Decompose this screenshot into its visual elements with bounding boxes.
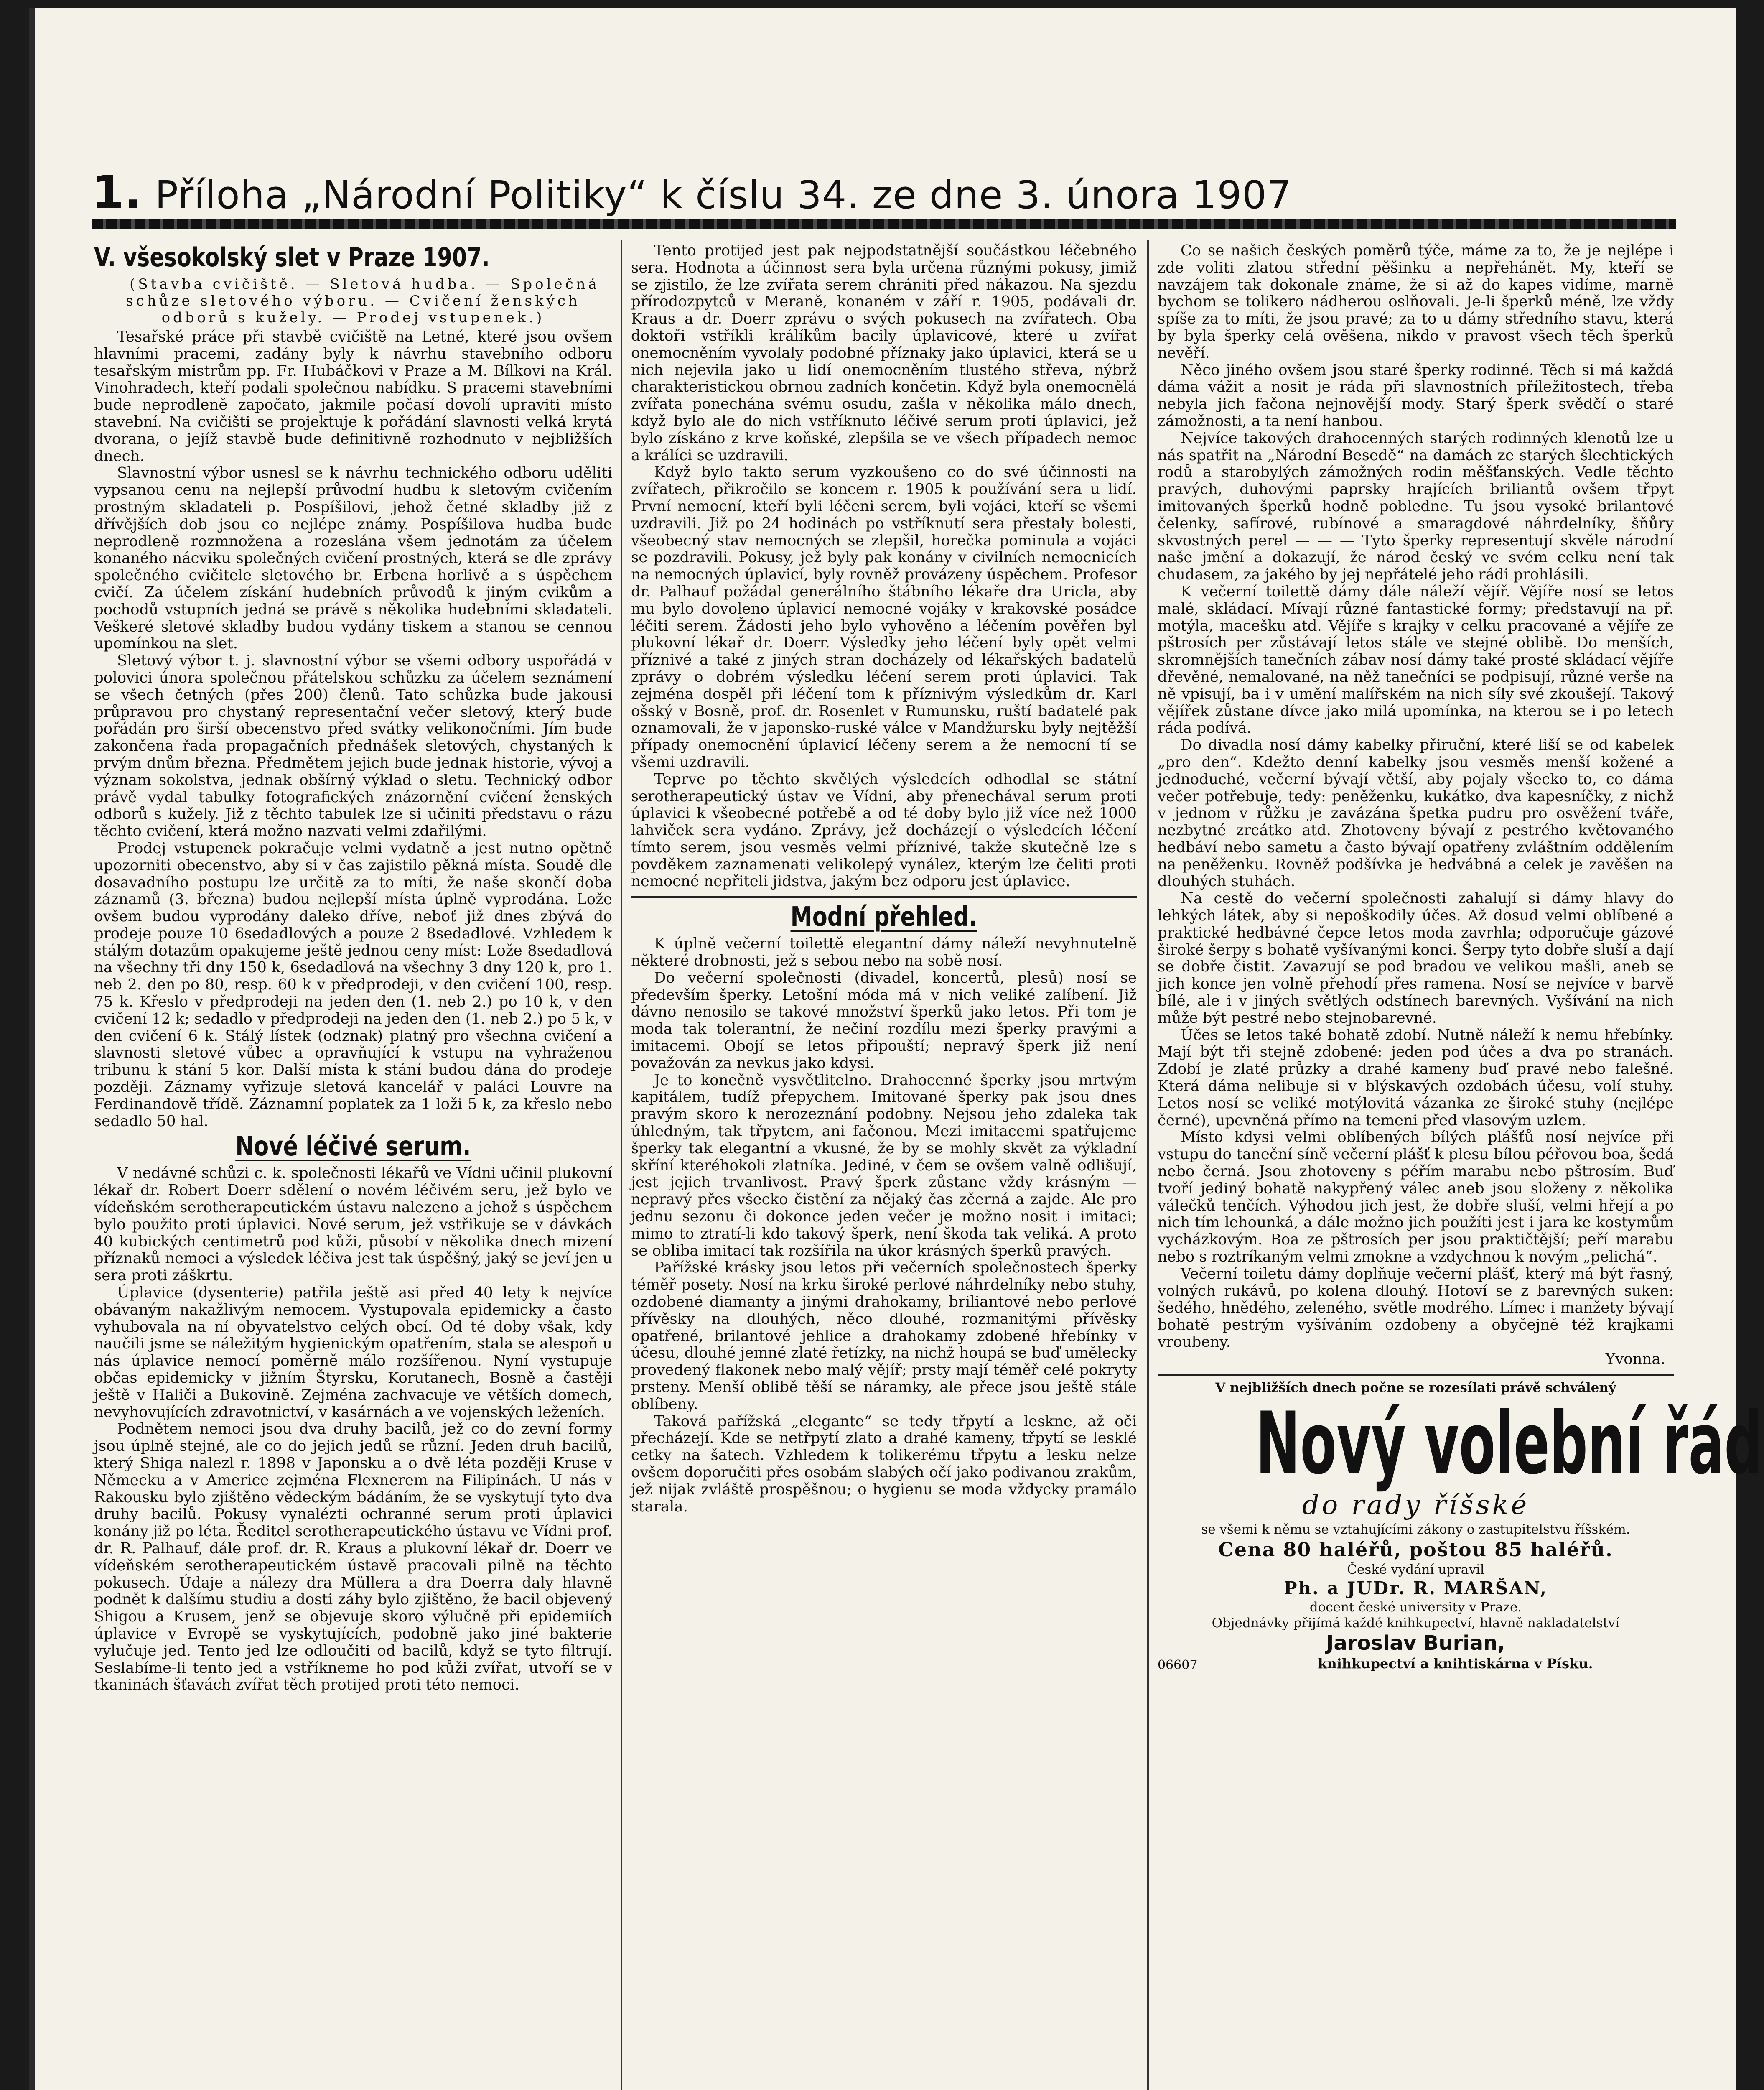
ad-price: Cena 80 haléřů, poštou 85 haléřů.: [1218, 1538, 1613, 1561]
advertisement-volebni-rad: [1158, 1380, 1762, 1676]
ad-footer-row: [1158, 1655, 1674, 1676]
paragraph: Slavnostní výbor usnesl se k návrhu technického odboru uděliti vypsanou cenu na nejlepší průvodní hudbu k sletovým cvičením prostným skladateli p. Pospíšilovi, jehož četné skladby již z dřívějších dob jsou co nejlépe známy. Pospíšilova hudba bude neprodleně rozmnožena a rozeslána všem jednotám za účelem konaného nácviku společných cvičení prostných, která se dle zprávy společného cvičitele sletového br. Erbena horlivě a s úspěchem cvičí. Za účelem získání hudebních průvodů k jiným cvikům a pochodů vstupních jedná se právě s několika hudebními skladateli. Veškeré sletové skladby budou vydány tiskem a stanou se cennou upomínkou na slet.: [94, 464, 612, 652]
article-title-serum: Nové léčivé serum.: [235, 1131, 471, 1162]
article-body-serum-part2: [631, 242, 1137, 890]
paragraph: Tesařské práce při stavbě cvičiště na Letné, které jsou ovšem hlavními pracemi, zadány byly k návrhu stavebního odboru tesařským mistrům pp. Fr. Hubáčkovi v Praze a M. Bílkovi na Král. Vinohradech, kteří podali společnou nabídku. S pracemi stavebními bude neprodleně započato, jakmile počasí dovolí upraviti místo stavební. Na cvičišti se projektuje k pořádání slavnosti velká krytá dvorana, o jejíž stavbě bude definitivně rozhodnuto v nejbližších dnech.: [94, 328, 612, 465]
paragraph: Místo kdysi velmi oblíbených bílých plášťů nosí nejvíce při vstupu do taneční síně večerní plášť k plesu bílou péřovou boa, šedá nebo černá. Jsou zhotoveny s péřím marabu nebo pštrosím. Buď tvoří jediný bohatě nakypřený válec aneb jsou složeny z několika válečků tenčích. Výhodou jich jest, že dobře sluší, velmi hřejí a po nich tím lehounká, a dále možno jich použíti jest i jara ke kostymům vycházkovým. Boa ze pštrosích per jsou praktičtější; peří marabu nebo s roztríkaným velmi zmokne a vzdychnou k novým „pelichá“.: [1158, 1129, 1674, 1266]
advertisement-separator: [1158, 1374, 1674, 1376]
ad-header: V nejbližších dnech počne se rozesílati právě schválený: [1215, 1380, 1616, 1395]
masthead-text: Příloha „Národní Politiky“ k číslu 34. ze dne 3. února 1907: [155, 173, 1292, 217]
article-title-sokol-slet: V. všesokolský slet v Praze 1907.: [94, 242, 490, 273]
column-divider: [1147, 240, 1149, 2090]
ad-code: 06607: [1158, 1657, 1198, 1672]
masthead: [92, 167, 1655, 217]
ad-title: Nový volební řád: [1255, 1394, 1762, 1494]
scan-edge-left: [29, 8, 35, 2090]
article-body-serum-part1: [94, 1165, 612, 1694]
article-separator: [631, 896, 1137, 898]
paragraph: Co se našich českých poměrů týče, máme za to, že je nejlépe i zde voliti zlatou střední pěšinku a nepřehánět. My, kteří se navzájem tak dokonale známe, že si až do kapes vidíme, marně bychom se tolikero nádherou oslňovali. Je-li šperků méně, lze vždy spíše za to míti, že jsou pravé; za to u dámy středního stavu, která by byla šperky celá ověšena, nikdo v pravost všech těch šperků nevěří.: [1158, 242, 1674, 362]
paragraph: V nedávné schůzi c. k. společnosti lékařů ve Vídni učinil plukovní lékař dr. Robert Doerr sdělení o novém léčivém seru, jež bylo ve vídeňském serotherapeutickém ústavu nalezeno a jehož s úspěchem bylo použito proti úplavici. Nové serum, jež vstřikuje se v dávkách 40 kubických centimetrů pod kůži, působí v několika dnech mizení příznaků nemoci a výsledek léčiva jest tak úspěšný, jaký se jeví jen u sera proti záškrtu.: [94, 1165, 612, 1285]
paragraph: Úplavice (dysenterie) patřila ještě asi před 40 lety k nejvíce obávaným nakažlivým nemocem. Vystupovala epidemicky a často vyhubovala na ní obyvatelstvo celých obcí. Od té doby však, kdy naučili jsme se náležitým hygienickým opatřením, stala se alespoň u nás úplavice nemocí poměrně málo rozšířenou. Nyní vystupuje občas epidemicky v jižním Štyrsku, Korutanech, Bosně a častěji ještě v Haliči a Bukovině. Zejména zachvacuje ve větších domech, nevyhovujících zdravotnictví, v kasárnách a ve vojenských leženích.: [94, 1284, 612, 1421]
paragraph: Sletový výbor t. j. slavnostní výbor se všemi odbory uspořádá v polovici února společnou přátelskou schůzku za účelem seznámení se všech četných (přes 200) členů. Tato schůzka bude jakousi průpravou pro chystaný representační večer sletový, který bude pořádán pro širší obecenstvo před svátky velikonočními. Jím bude zakončena řada propagačních přednášek sletových, chystaných k prvým dnům března. Předmětem jejich bude jednak historie, vývoj a význam sokolstva, jednak obšírný výklad o sletu. Technický odbor právě vydal tabulky fotografických znázornění cvičení ženských odborů s kužely. Již z těchto tabulek lze si učiniti představu o rázu těchto cvičení, která možno nazvati velmi zdařilými.: [94, 652, 612, 840]
paragraph: Prodej vstupenek pokračuje velmi vydatně a jest nutno opětně upozorniti obecenstvo, aby si v čas zajistilo pěkná místa. Soudě dle dosavadního postupu lze určitě za to míti, že naše skončí doba záznamů (3. března) budou nejlepší místa úplně vyprodána. Lože ovšem budou vyprodány daleko dříve, neboť již dnes zbývá do prodeje pouze 10 6sedadlových a pouze 2 8sedadlové. Vzhledem k stálým dotazům opakujeme ještě jednou ceny míst: Lože 8sedadlová na všechny tři dny 150 k, 6sedadlová na všechny 3 dny 120 k, pro 1. neb 2. den po 80, resp. 60 k v předprodeji, v den cvičení 100, resp. 75 k. Křeslo v předprodeji na jeden den (1. neb 2.) po 10 k, v den cvičení 12 k; sedadlo v předprodeji na jeden den (1. neb 2.) po 5 k, v den cvičení 6 k. Stálý lístek (odznak) platný pro všechna cvičení a slavnosti sletové vůbec a opravňující k vstupu na vyhraženou tribunu k stání 5 kor. Další místa k stání budou dána do prodeje později. Záznamy vyřizuje sletová kancelář v paláci Louvre na Ferdinandově třídě. Záznamní poplatek za 1 loži 5 k, za křeslo nebo sedadlo 50 hal.: [94, 839, 612, 1130]
column-2: [631, 242, 1137, 2090]
paragraph: Večerní toiletu dámy doplňuje večerní plášť, který má být řasný, volných rukávů, po kolena dlouhý. Hotoví se z barevných suken: šedého, hnědého, zeleného, světle modrého. Límec i manžety bývají bohatě pestrým vyšíváním ozdobeny a obyčejně též krajkami vroubeny.: [1158, 1265, 1674, 1351]
article-body-fashion-part2: [1158, 242, 1674, 1368]
paragraph: Teprve po těchto skvělých výsledcích odhodlal se státní serotherapeutický ústav ve Vídni, aby přenechával serum proti úplavici k všeobecné potřebě a od té doby bylo již více než 1000 lahviček sera vydáno. Zprávy, jež docházejí o výsledcích léčení tímto serem, jsou vesměs velmi příznivé, takže skutečně lze s povděkem zaznamenati velikolepý vynález, kterým lze čeliti proti nemocné nepřiteli jidstva, jakým bez odporu jest úplavice.: [631, 770, 1137, 890]
paragraph: Na cestě do večerní společnosti zahalují si dámy hlavy do lehkých látek, aby si nepoškodily účes. Až dosud velmi oblíbené a praktické hedbávné čepce letos moda zavrhla; odporučuje gázové široké šerpy s bohatě vyšívanými konci. Šerpy tyto dobře sluší a dají se dobře čistit. Zavazují se pod bradou ve velikou mašli, aneb se jich konce jen volně přehodí přes ramena. Nosí se nejvíce v barvě bílé, ale i v jiných světlých odstínech barevných. Vyšívání na nich může být pestré nebo stejnobarevné.: [1158, 890, 1674, 1027]
article-subtitle-sokol-slet: (Stavba cvičiště. — Sletová hudba. — Společná schůze sletového výboru. — Cvičení ženských odborů s kužely. — Prodej vstupenek.): [126, 276, 600, 326]
ad-line: Objednávky přijímá každé knihkupectví, hlavně nakladatelství: [1212, 1615, 1620, 1631]
ad-line: České vydání upravil: [1347, 1562, 1484, 1577]
paragraph: Do večerní společnosti (divadel, koncertů, plesů) nosí se především šperky. Letošní móda má v nich veliké zalíbení. Již dávno nenosilo se takové množství šperků jako letos. Při tom je moda tak tolerantní, že nečiní rozdílu mezi šperky pravými a imitacemi. Obojí se letos připouští; nepravý šperk již není považován za nevkus jako kdysi.: [631, 969, 1137, 1072]
article-body-sokol-slet: [94, 329, 612, 1130]
paragraph: K úplně večerní toilettě elegantní dámy náleží nevyhnutelně některé drobnosti, jež s sebou nebo na sobě nosí.: [631, 935, 1137, 970]
ad-author: Ph. a JUDr. R. MARŠAN,: [1283, 1578, 1548, 1598]
paragraph: Je to konečně vysvětlitelno. Drahocenné šperky jsou mrtvým kapitálem, tudíž přepychem. Imitované šperky pak jsou dnes pravým skoro k nerozeznání podobny. Nejsou jeho zdaleka tak úhledným, tak třpytem, ani fačonou. Mezi imitacemi spatřujeme šperky tak elegantní a vkusné, že by se mohly skvět za výkladní skříní kteréhokoli zlatníka. Jediné, v čem se ovšem valně odlišují, jest jejich trvanlivost. Pravý šperk zůstane vždy krásným — nepravý přes všecko čistění za nějaký čas zčerná a zajde. Ale pro jednu sezonu či dokonce jeden večer je možno nosit i imitaci; mimo to ztratí-li kdo takový šperk, není škoda tak veliká. A proto se obliba imitací tak rozšířila na úkor krásných šperků pravých.: [631, 1071, 1137, 1259]
article-title-fashion: Modní přehled.: [790, 902, 977, 933]
paragraph: Pařížské krásky jsou letos při večerních společnostech šperky téměř posety. Nosí na krku široké perlové náhrdelníky nebo stuhy, ozdobené diamanty a jinými drahokamy, briliantové nebo perlové přívěsky na dlouhých, něco dlouhé, rozmanitými přívěsky opatřené, brilantové jehlice a drahokamy zdobené hřebínky v účesu, dlouhé jemné zlaté řetízky, na nichž houpá se buď umělecky provedený flakonek nebo malý vějíř; prsty mají téměř celé pokryty prsteny. Menší oblibě těší se náramky, ale přece jsou ještě stále oblíbeny.: [631, 1259, 1137, 1413]
ad-publisher: Jaroslav Burian,: [1326, 1631, 1505, 1655]
paragraph: Podnětem nemoci jsou dva druhy bacilů, jež co do zevní formy jsou úplně stejné, ale co do jejich jedů se různí. Jeden druh bacilů, který Shiga nalezl r. 1898 v Japonsku a o dvě léta později Kruse v Německu a v Americe zejména Flexnerem na Filipinách. U nás v Rakousku bylo zjištěno vědeckým bádáním, že se vyskytují tyto dva druhy bacilů. Pokusy vynalézti ochranné serum proti úplavici konány již po léta. Ředitel serotherapeutického ústavu ve Vídni prof. dr. R. Palhauf, dále prof. dr. R. Kraus a plukovní lékař dr. Doerr ve vídeňském serotherapeutickém ústavě pracovali pilně na těchto pokusech. Údaje a nálezy dra Müllera a dra Doerra daly hlavně podnět k dalšímu studiu a dosti záhy bylo zjištěno, že bacil objevený Shigou a Krusem, jenž se objevuje skoro výlučně při epidemiích úplavice v Evropě se vyskytujících, podobně jako jiné bakterie vylučuje jed. Tento jed lze odloučiti od bacilů, když se tyto filtrují. Seslabíme-li tento jed a vstříkneme ho pod kůži zvířat, utvoří se v tkaninách šťavách zvířat těch protijed proti této nemoci.: [94, 1420, 612, 1694]
paragraph: Do divadla nosí dámy kabelky přiruční, které liší se od kabelek „pro den“. Kdežto denní kabelky jsou vesměs menší kožené a jednoduché, večerní bývají větší, aby pojaly všecko to, co dáma večer potřebuje, tedy: peněženku, kukátko, dva kapesníčky, z nichž v jednom v růžku je zavázána špetka pudru pro osvěžení tváře, nezbytné zrcátko atd. Zhotoveny bývají z pestrého květovaného hedbáví nebo sametu a často bývají opatřeny zvláštním oddělením na peněženku. Rovněž podšívka je hedvábná a celek je zavěšen na dlouhých stuhách.: [1158, 737, 1674, 890]
column-divider: [621, 240, 622, 2090]
author-signature: Yvonna.: [1605, 1350, 1665, 1368]
paragraph: K večerní toilettě dámy dále náleží vějíř. Vějíře nosí se letos malé, skládací. Mívají různé fantastické formy; představují na př. motýla, macešku atd. Vějíře s krajky v celku pracované a vějíře ze pštrosích per zůstávají letos stále ve stejné oblibě. Do menších, skromnějších tanečních zábav nosí dámy také prosté skládací vějíře dřevěné, nemalované, na něž tanečníci se podpisují, různé verše na ně vpisují, ba i v umění malířském na nich síly své zkoušejí. Takový vějířek zůstane dívce jako milá upomínka, na kterou se i po letech ráda podívá.: [1158, 583, 1674, 737]
paragraph: Tento protijed jest pak nejpodstatnější součástkou léčebného sera. Hodnota a účinnost sera byla určena různými pokusy, jimiž se zjistilo, že lze zvířata serem chrániti před nákazou. Na sjezdu přírodozpytců v Meraně, konaném v září r. 1905, podávali dr. Kraus a dr. Doerr zprávu o svých pokusech na zvířatech. Oba doktoři vstříkli králíkům bacily úplavicové, které u zvířat onemocněním vyvolaly podobné příznaky jako úplavici, která se u nich nejevila jako u lidí onemocněním tlustého střeva, nýbrž charakteristickou obrnou zadních končetin. Když byla onemocnělá zvířata ponechána svému osudu, zašla v několika málo dnech, když bylo ale do nich vstříknuto léčivé serum proti úplavici, jež bylo získáno z krve koňské, zlepšila se ve všech případech nemoc a králíci se uzdravili.: [631, 242, 1137, 464]
column-1: [94, 242, 612, 2090]
ad-line: se všemi k němu se vztahujícími zákony o zastupitelstvu říšském.: [1201, 1522, 1630, 1537]
article-body-fashion-part1: [631, 935, 1137, 1515]
paragraph: Něco jiného ovšem jsou staré šperky rodinné. Těch si má každá dáma vážit a nosit je ráda při slavnostních příležitostech, třeba nebyla jich fačona nejnovější mody. Starý šperk svědčí o staré zámožnosti, a ta není hanbou.: [1158, 361, 1674, 430]
supplement-number: 1.: [92, 166, 143, 219]
paragraph: Když bylo takto serum vyzkoušeno co do své účinnosti na zvířatech, přikročilo se koncem r. 1905 k používání sera u lidí. První nemocní, kteří byli léčeni serem, byli vojáci, kteří se všemi uzdravili. Již po 24 hodinách po vstříknutí sera přestaly bolesti, všeobecný stav nemocných se zlepšil, horečka pominula a vojáci se pozdravili. Pokusy, jež byly pak konány v civilních nemocnicích na nemocných úplavicí, byly rovněž provázeny úspěchem. Profesor dr. Palhauf požádal generálního štábního lékaře dra Uricla, aby mu bylo dovoleno úplavicí nemocné vojáky v krakovské posádce léčiti serem. Žádosti jeho bylo vyhověno a léčením pověřen byl plukovní lékař dr. Doerr. Výsledky jeho léčení byly opět velmi příznivé a také z jiných stran docházely od lékařských badatelů zprávy o dobrém výsledku léčení serem proti úplavici. Tak zejména dospěl při léčení tom k příznivým výsledkům dr. Karl ošský v Bosně, prof. dr. Rosenlet v Rumunsku, ruští badatelé pak oznamovali, že v japonsko-ruské válce v Mandžursku byly nejtěžší případy onemocnění úplavicí léčeny serem a že nemocní tí se všemi uzdravili.: [631, 464, 1137, 771]
ad-subtitle: do rady říšské: [1302, 1489, 1530, 1521]
ad-publisher-note: knihkupectví a knihtiskárna v Písku.: [1318, 1655, 1593, 1672]
ad-author-note: docent české university v Praze.: [1309, 1599, 1522, 1615]
paragraph: Účes se letos také bohatě zdobí. Nutně náleží k nemu hřebínky. Mají být tři stejně zdobené: jeden pod účes a dva po stranách. Zdobí je zlaté průzky a drahé kameny buď pravé nebo falešné. Která dáma nelibuje si v blýskavých ozdobách účesu, volí stuhy. Letos nosí se veliké motýlovitá vázanka ze široké stuhy (nejlépe černé), upevněná přímo na temeni před vlasovým uzlem.: [1158, 1026, 1674, 1129]
paragraph: Taková pařížská „elegante“ se tedy třpytí a leskne, až oči přecházejí. Kde se netřpytí zlato a drahé kameny, třpytí se lesklé cetky na šatech. Vzhledem k tolikerému třpytu a lesku nelze ovšem doporučiti přes osobám slabých očí jako podivanou zrakům, jež nijak zvláště prospěšnou; o hygienu se moda vždycky pramálo starala.: [631, 1412, 1137, 1515]
paragraph: Nejvíce takových drahocenných starých rodinných klenotů lze u nás spatřit na „Národní Besedě“ na damách ze starých šlechtických rodů a starobylých zámožných rodin měšťanských. Vedle těchto pravých, duhovými paprsky hrajících briliantů ovšem třpyt imitovaných šperků hodně pobledne. Tu jsou vysoké brilantové čelenky, safírové, rubínové a smaragdové náhrdelníky, šňůry skvostných perel — — — Tyto šperky representují skvěle národní naše jmění a dokazují, že národ český ve svém celku není tak chudasem, za jakého by jej nepřátelé jeho rádi prohlásili.: [1158, 429, 1674, 584]
masthead-rule: [92, 219, 1676, 229]
column-3: [1158, 242, 1762, 2090]
newspaper-page: [29, 8, 1762, 2090]
